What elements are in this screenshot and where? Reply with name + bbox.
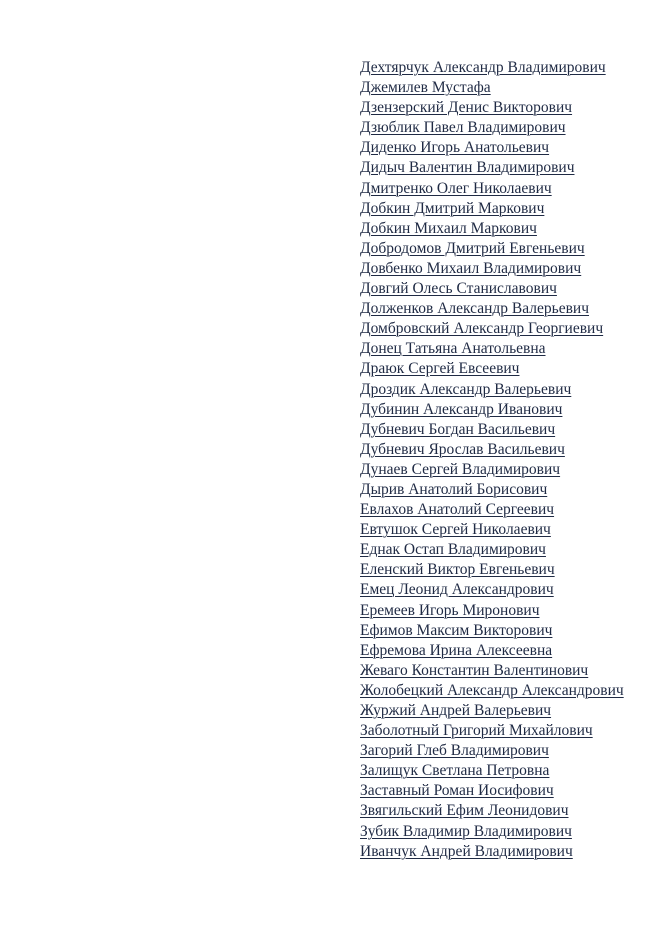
person-name: Ефимов Максим Викторович	[360, 621, 553, 639]
person-name: Дехтярчук Александр Владимирович	[360, 59, 606, 76]
person-name: Еремеев Игорь Миронович	[360, 601, 540, 619]
person-name: Добродомов Дмитрий Евгеньевич	[360, 239, 585, 257]
list-item	[360, 741, 660, 761]
person-name: Еленский Виктор Евгеньевич	[360, 561, 555, 579]
person-name: Дзензерский Денис Викторович	[360, 99, 573, 117]
list-item	[360, 641, 660, 661]
person-name: Донец Татьяна Анатольевна	[360, 340, 546, 358]
person-name: Дырив Анатолий Борисович	[360, 480, 548, 498]
list-item	[360, 661, 660, 681]
person-name: Джемилев Мустафа	[360, 79, 491, 97]
list-item	[360, 179, 660, 199]
list-item	[360, 701, 660, 721]
list-item	[360, 199, 660, 219]
person-name: Добкин Михаил Маркович	[360, 219, 537, 237]
person-name: Жеваго Константин Валентинович	[360, 661, 589, 679]
list-item	[360, 480, 660, 500]
person-name: Залищук Светлана Петровна	[360, 762, 550, 780]
list-item	[360, 801, 660, 821]
person-name: Ефремова Ирина Алексеевна	[360, 641, 553, 659]
person-name: Дзюблик Павел Владимирович	[360, 119, 566, 137]
list-item	[360, 339, 660, 359]
person-name: Дроздик Александр Валерьевич	[360, 380, 572, 398]
list-item	[360, 158, 660, 178]
list-item	[360, 219, 660, 239]
list-item	[360, 259, 660, 279]
list-item	[360, 621, 660, 641]
list-item	[360, 721, 660, 741]
person-name: Звягильский Ефим Леонидович	[360, 802, 569, 820]
list-item	[360, 681, 660, 701]
person-name: Дубневич Богдан Васильевич	[360, 420, 556, 438]
person-name: Еднак Остап Владимирович	[360, 541, 546, 559]
list-item	[360, 138, 660, 158]
person-name: Домбровский Александр Георгиевич	[360, 320, 604, 338]
person-name: Евлахов Анатолий Сергеевич	[360, 501, 555, 519]
list-item	[360, 781, 660, 801]
list-item	[360, 420, 660, 440]
person-name: Журжий Андрей Валерьевич	[360, 702, 552, 719]
person-name: Диденко Игорь Анатольевич	[360, 139, 550, 157]
list-item	[360, 440, 660, 460]
list-item	[360, 359, 660, 379]
list-item	[360, 78, 660, 98]
list-item	[360, 500, 660, 520]
list-item	[360, 460, 660, 480]
list-item	[360, 239, 660, 259]
list-item	[360, 58, 660, 78]
list-item	[360, 560, 660, 580]
person-name: Дмитренко Олег Николаевич	[360, 179, 552, 197]
person-name: Дубневич Ярослав Васильевич	[360, 440, 565, 458]
list-item	[360, 319, 660, 339]
person-name: Заставный Роман Иосифович	[360, 782, 554, 800]
person-name: Довбенко Михаил Владимирович	[360, 259, 582, 277]
person-name: Довгий Олесь Станиславович	[360, 280, 557, 298]
list-item	[360, 761, 660, 781]
list-item	[360, 400, 660, 420]
list-item	[360, 822, 660, 842]
person-name: Заболотный Григорий Михайлович	[360, 722, 593, 740]
list-item	[360, 601, 660, 621]
list-item	[360, 279, 660, 299]
list-item	[360, 540, 660, 560]
person-name: Зубик Владимир Владимирович	[360, 822, 572, 840]
list-item	[360, 98, 660, 118]
person-name: Дунаев Сергей Владимирович	[360, 460, 561, 478]
person-name: Драюк Сергей Евсеевич	[360, 360, 520, 378]
list-item	[360, 118, 660, 138]
person-name: Емец Леонид Александрович	[360, 581, 554, 599]
person-name: Долженков Александр Валерьевич	[360, 300, 590, 318]
list-item	[360, 580, 660, 600]
person-name: Иванчук Андрей Владимирович	[360, 842, 573, 860]
person-name: Дидыч Валентин Владимирович	[360, 159, 575, 177]
name-list	[360, 58, 660, 862]
person-name: Евтушок Сергей Николаевич	[360, 521, 551, 539]
list-item	[360, 299, 660, 319]
person-name: Дубинин Александр Иванович	[360, 400, 563, 418]
list-item	[360, 842, 660, 862]
person-name: Загорий Глеб Владимирович	[360, 742, 549, 760]
list-item	[360, 380, 660, 400]
list-item	[360, 520, 660, 540]
person-name: Жолобецкий Александр Александрович	[360, 681, 624, 699]
person-name: Добкин Дмитрий Маркович	[360, 199, 545, 217]
